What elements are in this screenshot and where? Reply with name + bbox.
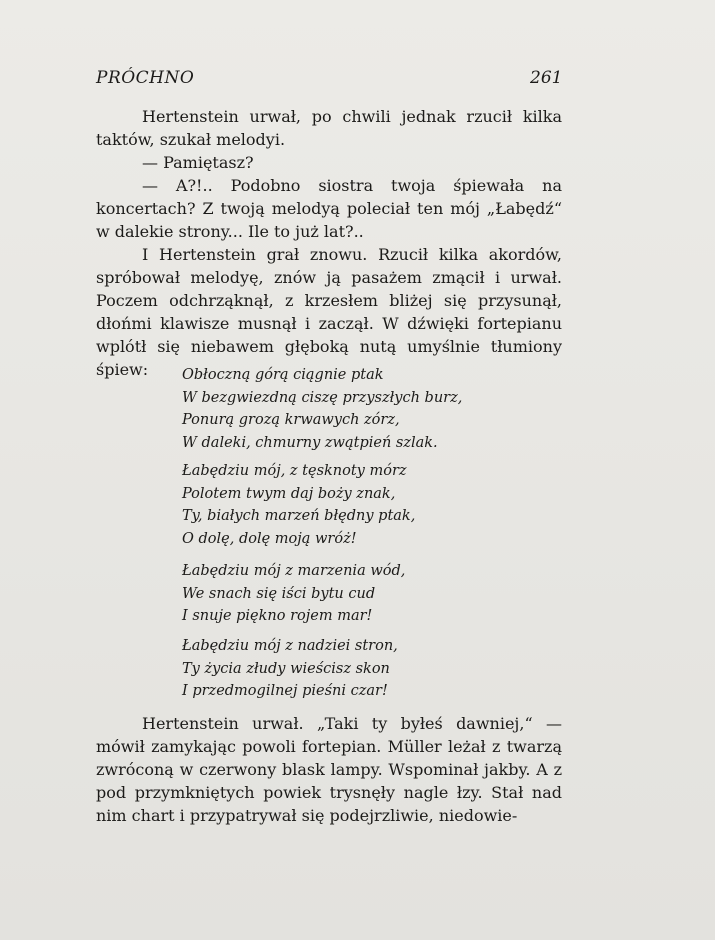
running-title: PRÓCHNO xyxy=(96,68,195,88)
paragraph: I Hertenstein grał znowu. Rzucił kilka akordów, spróbował melodyę, znów ją pasażem zmącił i urwał. Poczem odchrząknął, z krzesłem bliżej się przysunął, dłońmi klawisze musnął i zaczął. W dźwięki fortepianu wplótł się niebawem głęboką nutą umyślnie tłumiony śpiew: xyxy=(96,245,562,379)
poem-stanza-1 xyxy=(182,364,522,454)
poem-stanza-3 xyxy=(182,560,522,628)
poem-line: O dolę, dolę moją wróż! xyxy=(182,530,357,547)
poem-line: Ponurą grozą krwawych zórz, xyxy=(182,412,400,428)
poem-line: I przedmogilnej pieśni czar! xyxy=(182,683,388,699)
poem-line: Łabędziu mój, z tęsknoty mórz xyxy=(182,463,407,479)
poem-line: Ty, białych marzeń błędny ptak, xyxy=(182,508,416,524)
poem-line: W bezgwiezdną ciszę przyszłych burz, xyxy=(182,389,463,406)
paragraph: — Pamiętasz? xyxy=(142,153,254,172)
poem-line: W daleki, chmurny zwątpień szlak. xyxy=(182,434,438,451)
poem-line: Polotem twym daj boży znak, xyxy=(182,485,396,502)
poem-line: We snach się iści bytu cud xyxy=(182,585,376,602)
paragraph: Hertenstein urwał, po chwili jednak rzucił kilka taktów, szukał melodyi. xyxy=(96,107,562,149)
poem-stanza-4 xyxy=(182,635,522,703)
paragraph: — A?!.. Podobno siostra twoja śpiewała na koncertach? Z twoją melodyą poleciał ten mój „Łabędź“ w dalekie strony... Ile to już lat?.. xyxy=(96,176,562,241)
poem-line: I snuje piękno rojem mar! xyxy=(182,608,373,624)
poem-line: Łabędziu mój z marzenia wód, xyxy=(182,563,406,579)
poem-line: Łabędziu mój z nadziei stron, xyxy=(182,638,398,654)
poem-stanza-2 xyxy=(182,460,522,550)
prose-before-poem xyxy=(96,105,562,381)
poem-line: Obłoczną górą ciągnie ptak xyxy=(182,367,384,383)
prose-after-poem xyxy=(96,712,562,827)
paragraph: Hertenstein urwał. „Taki ty byłeś dawniej,“ — mówił zamykając powoli fortepian. Müller leżał z twarzą zwróconą w czerwony blask lampy. Wspominał jakby. A z pod przymkniętych powiek trysnęły nagle łzy. Stał nad nim chart i przypatrywał się podejrzliwie, niedowie- xyxy=(96,714,562,825)
poem-line: Ty życia złudy wieścisz skon xyxy=(182,660,390,677)
page-number: 261 xyxy=(530,68,563,88)
